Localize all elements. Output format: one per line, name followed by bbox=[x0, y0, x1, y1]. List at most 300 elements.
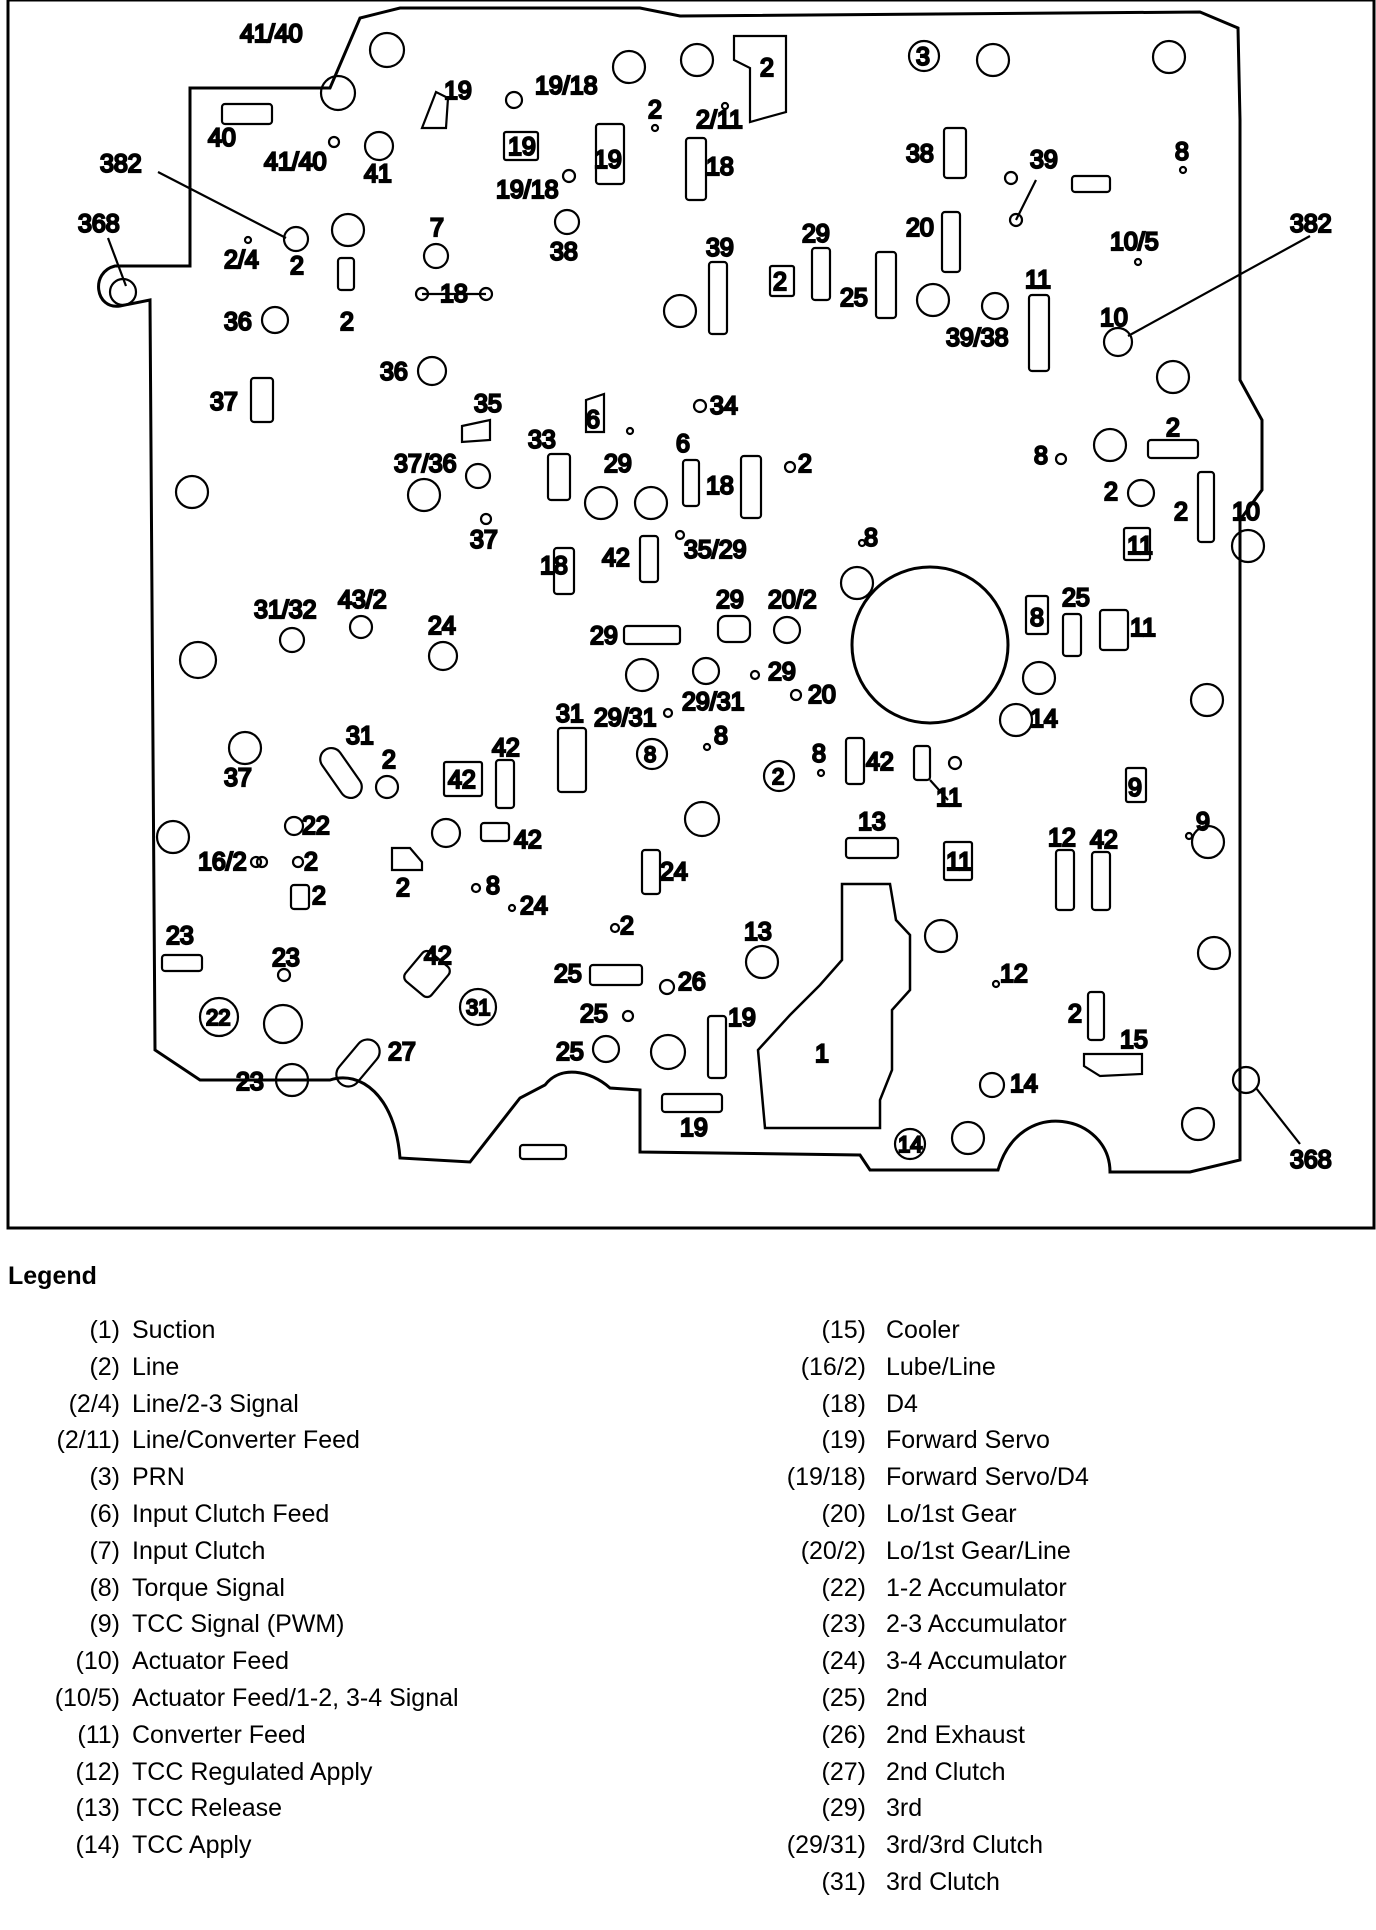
legend-item bbox=[0, 1866, 1376, 1899]
hole bbox=[555, 210, 579, 234]
callout-label: 25 bbox=[556, 1038, 584, 1066]
callout-label: 8 bbox=[864, 524, 878, 552]
hole bbox=[424, 244, 448, 268]
callout-label: 368 bbox=[1290, 1146, 1332, 1174]
callout-label: 38 bbox=[906, 140, 934, 168]
hole bbox=[585, 487, 617, 519]
slot bbox=[291, 885, 309, 909]
hole bbox=[1233, 1067, 1259, 1093]
legend-code: (19/18) bbox=[786, 1463, 866, 1492]
small-hole bbox=[623, 1011, 633, 1021]
small-hole bbox=[1056, 454, 1066, 464]
callout-label: 25 bbox=[554, 960, 582, 988]
small-hole bbox=[791, 690, 801, 700]
callout-label: 19 bbox=[508, 133, 536, 161]
callout-label: 31 bbox=[466, 995, 491, 1020]
legend-code: (15) bbox=[821, 1316, 866, 1344]
hole bbox=[110, 279, 136, 305]
slot bbox=[662, 1094, 722, 1112]
callout-label: 42 bbox=[1090, 826, 1118, 854]
callout-label: 14 bbox=[1010, 1070, 1038, 1098]
hole bbox=[685, 802, 719, 836]
callout-label: 33 bbox=[528, 426, 556, 454]
callout-label: 36 bbox=[224, 308, 252, 336]
legend-code: (2/4) bbox=[68, 1389, 120, 1418]
callout-label: 14 bbox=[1030, 705, 1058, 733]
legend-description: D4 bbox=[886, 1389, 918, 1418]
legend-code: (6) bbox=[89, 1500, 120, 1528]
small-hole bbox=[506, 92, 522, 108]
callout-label: 19 bbox=[728, 1004, 756, 1032]
legend-description: 1-2 Accumulator bbox=[886, 1573, 1067, 1602]
slot bbox=[942, 212, 960, 272]
callout-label: 24 bbox=[520, 892, 548, 920]
hole bbox=[466, 464, 490, 488]
legend-description: Line bbox=[132, 1352, 180, 1381]
slot bbox=[1092, 852, 1110, 910]
legend-title: Legend bbox=[8, 1262, 97, 1290]
hole bbox=[376, 776, 398, 798]
callout-label: 382 bbox=[1290, 210, 1332, 238]
legend-code: (13) bbox=[75, 1794, 120, 1823]
legend-code: (14) bbox=[75, 1831, 120, 1860]
small-hole bbox=[472, 884, 480, 892]
callout-labels bbox=[78, 20, 1332, 1174]
callout-label: 2 bbox=[396, 874, 410, 902]
callout-label: 42 bbox=[514, 826, 542, 854]
hole bbox=[321, 76, 355, 110]
callout-label: 34 bbox=[710, 392, 738, 420]
legend-code: (9) bbox=[89, 1610, 120, 1639]
slot bbox=[1088, 992, 1104, 1040]
hole bbox=[332, 214, 364, 246]
callout-label: 10 bbox=[1232, 498, 1260, 526]
callout-label: 10 bbox=[1100, 304, 1128, 332]
callout-label: 9 bbox=[1128, 774, 1142, 802]
small-hole bbox=[993, 981, 999, 987]
small-hole bbox=[1186, 833, 1192, 839]
callout-label: 8 bbox=[714, 722, 728, 750]
legend-item bbox=[0, 1792, 1376, 1825]
hole bbox=[280, 628, 304, 652]
hole bbox=[285, 817, 303, 835]
legend-description: TCC Regulated Apply bbox=[132, 1757, 373, 1786]
callout-label: 42 bbox=[866, 748, 894, 776]
legend-description: 2-3 Accumulator bbox=[886, 1610, 1067, 1639]
legend bbox=[0, 1262, 1376, 1922]
legend-item bbox=[0, 1682, 1376, 1715]
legend-item bbox=[0, 1461, 1376, 1494]
legend-code: (10/5) bbox=[54, 1684, 120, 1712]
callout-label: 12 bbox=[1048, 824, 1076, 852]
hole bbox=[1232, 530, 1264, 562]
hole bbox=[925, 920, 957, 952]
hole bbox=[408, 479, 440, 511]
legend-item bbox=[0, 1424, 1376, 1457]
callout-label: 25 bbox=[580, 1000, 608, 1028]
hole bbox=[746, 946, 778, 978]
legend-code: (10) bbox=[75, 1647, 120, 1676]
callout-label: 31 bbox=[346, 722, 374, 750]
legend-code: (20) bbox=[821, 1500, 866, 1528]
hole bbox=[977, 44, 1009, 76]
callout-label: 2 bbox=[798, 450, 812, 478]
legend-code: (12) bbox=[75, 1757, 120, 1786]
legend-description: 2nd Clutch bbox=[886, 1757, 1006, 1786]
callout-label: 12 bbox=[1000, 960, 1028, 988]
hole bbox=[432, 819, 460, 847]
small-hole bbox=[818, 770, 824, 776]
hole bbox=[693, 658, 719, 684]
slot bbox=[846, 738, 864, 784]
legend-code: (3) bbox=[89, 1463, 120, 1492]
legend-description: Forward Servo/D4 bbox=[886, 1463, 1089, 1492]
hole bbox=[180, 642, 216, 678]
callout-label: 368 bbox=[78, 210, 120, 238]
slot bbox=[1148, 440, 1198, 458]
legend-description: 3rd Clutch bbox=[886, 1868, 1000, 1896]
small-hole bbox=[563, 170, 575, 182]
callout-label: 29 bbox=[590, 622, 618, 650]
callout-label: 2 bbox=[304, 848, 318, 876]
legend-description: Lo/1st Gear/Line bbox=[886, 1536, 1071, 1565]
legend-description: Actuator Feed bbox=[132, 1647, 290, 1676]
callout-label: 25 bbox=[840, 284, 868, 312]
hole bbox=[365, 132, 393, 160]
slot bbox=[812, 248, 830, 300]
callout-label: 2 bbox=[1068, 1000, 1082, 1028]
hole bbox=[1094, 429, 1126, 461]
slot bbox=[481, 823, 509, 841]
callout-label: 29 bbox=[768, 658, 796, 686]
callout-label: 18 bbox=[706, 153, 734, 181]
hole bbox=[157, 821, 189, 853]
callout-label: 2 bbox=[1174, 498, 1188, 526]
legend-description: Line/Converter Feed bbox=[132, 1426, 360, 1455]
callout-label: 29 bbox=[716, 586, 744, 614]
slot bbox=[558, 728, 586, 792]
callout-label: 42 bbox=[492, 734, 520, 762]
hole bbox=[262, 307, 288, 333]
slot bbox=[876, 252, 896, 318]
hole bbox=[841, 567, 873, 599]
legend-code: (24) bbox=[821, 1647, 866, 1676]
callout-label: 1 bbox=[815, 1040, 829, 1068]
hole bbox=[418, 357, 446, 385]
callout-label: 20 bbox=[906, 214, 934, 242]
converter-bore bbox=[852, 567, 1008, 723]
callout-label: 11 bbox=[936, 784, 962, 812]
legend-code: (20/2) bbox=[800, 1536, 866, 1565]
legend-code: (2) bbox=[89, 1352, 120, 1381]
callout-label: 24 bbox=[660, 858, 688, 886]
small-hole bbox=[1135, 259, 1141, 265]
small-hole bbox=[785, 462, 795, 472]
hole bbox=[370, 33, 404, 67]
callout-label: 20/2 bbox=[768, 586, 817, 614]
slot bbox=[741, 456, 761, 518]
slot bbox=[162, 955, 202, 971]
small-hole bbox=[1005, 172, 1017, 184]
callout-label: 11 bbox=[946, 848, 972, 876]
slot bbox=[338, 258, 354, 290]
legend-item bbox=[0, 1314, 1376, 1347]
callout-label: 2 bbox=[312, 882, 326, 910]
legend-description: Lo/1st Gear bbox=[886, 1500, 1017, 1528]
legend-description: TCC Apply bbox=[132, 1831, 252, 1860]
hole bbox=[284, 227, 308, 251]
callout-label: 11 bbox=[1127, 532, 1153, 560]
hole bbox=[626, 659, 658, 691]
slot bbox=[708, 1016, 726, 1078]
callout-label: 2 bbox=[772, 764, 785, 789]
hole bbox=[917, 284, 949, 316]
callout-label: 2/4 bbox=[224, 246, 259, 274]
callout-label: 37/36 bbox=[394, 450, 457, 478]
slot bbox=[1063, 614, 1081, 656]
callout-label: 15 bbox=[1120, 1026, 1148, 1054]
angled-slot bbox=[331, 1035, 384, 1092]
callout-label: 29/31 bbox=[594, 704, 657, 732]
slot bbox=[624, 626, 680, 644]
legend-code: (25) bbox=[821, 1684, 866, 1712]
callout-label: 37 bbox=[210, 388, 238, 416]
legend-code: (1) bbox=[89, 1316, 120, 1344]
small-hole bbox=[509, 905, 515, 911]
callout-label: 35/29 bbox=[684, 536, 747, 564]
hole bbox=[1023, 662, 1055, 694]
callout-label: 2 bbox=[1104, 478, 1118, 506]
slot bbox=[944, 128, 966, 178]
leader-368-right bbox=[1256, 1088, 1300, 1144]
hole bbox=[593, 1036, 619, 1062]
callout-label: 382 bbox=[100, 150, 142, 178]
slot bbox=[1198, 472, 1214, 542]
slot bbox=[1056, 850, 1074, 910]
callout-label: 22 bbox=[302, 812, 330, 840]
callout-label: 39 bbox=[706, 234, 734, 262]
legend-code: (22) bbox=[821, 1573, 866, 1602]
legend-description: Input Clutch bbox=[132, 1536, 266, 1565]
small-hole bbox=[664, 709, 672, 717]
callout-label: 2/11 bbox=[696, 106, 743, 134]
small-hole bbox=[627, 428, 633, 434]
small-hole bbox=[293, 857, 303, 867]
legend-code: (31) bbox=[821, 1868, 866, 1896]
callout-label: 9 bbox=[1196, 808, 1210, 836]
callout-label: 23 bbox=[272, 944, 300, 972]
callout-label: 7 bbox=[430, 214, 444, 242]
callout-label: 22 bbox=[206, 1005, 231, 1030]
legend-code: (19) bbox=[821, 1426, 866, 1455]
callout-label: 39 bbox=[1030, 146, 1058, 174]
odd-shape bbox=[462, 420, 490, 442]
legend-description: 2nd bbox=[886, 1684, 928, 1712]
slot bbox=[496, 760, 514, 808]
legend-code: (29) bbox=[821, 1794, 866, 1823]
callout-label: 18 bbox=[440, 280, 468, 308]
legend-item bbox=[0, 1535, 1376, 1568]
legend-description: TCC Release bbox=[132, 1794, 283, 1823]
slot bbox=[520, 1145, 566, 1159]
legend-code: (16/2) bbox=[800, 1352, 866, 1381]
callout-label: 41/40 bbox=[240, 20, 303, 48]
hole bbox=[651, 1035, 685, 1069]
callout-label: 16/2 bbox=[198, 848, 247, 876]
callout-label: 19 bbox=[680, 1114, 708, 1142]
legend-description: TCC Signal (PWM) bbox=[132, 1610, 345, 1639]
legend-code: (23) bbox=[821, 1610, 866, 1639]
callout-label: 6 bbox=[676, 430, 690, 458]
hole bbox=[980, 1073, 1004, 1097]
legend-description: Forward Servo bbox=[886, 1426, 1050, 1455]
legend-code: (2/11) bbox=[56, 1426, 120, 1455]
legend-code: (11) bbox=[77, 1720, 120, 1749]
callout-label: 37 bbox=[470, 526, 498, 554]
callout-label: 19 bbox=[594, 146, 622, 174]
callout-label: 18 bbox=[706, 472, 734, 500]
callout-label: 36 bbox=[380, 358, 408, 386]
callout-label: 19/18 bbox=[535, 72, 598, 100]
slot bbox=[914, 746, 930, 780]
legend-description: 3rd bbox=[886, 1794, 923, 1823]
slot bbox=[683, 460, 699, 506]
legend-item bbox=[0, 1756, 1376, 1789]
slot bbox=[251, 378, 273, 422]
callout-label: 38 bbox=[550, 238, 578, 266]
callout-label: 26 bbox=[678, 968, 706, 996]
small-hole bbox=[704, 744, 710, 750]
slot bbox=[590, 965, 642, 985]
small-hole bbox=[660, 980, 674, 994]
slot bbox=[1072, 176, 1110, 192]
odd-shape bbox=[1084, 1054, 1142, 1076]
legend-description: Line/2-3 Signal bbox=[132, 1389, 299, 1418]
slot bbox=[548, 454, 570, 500]
callout-label: 39/38 bbox=[946, 324, 1009, 352]
callout-label: 25 bbox=[1062, 584, 1090, 612]
hole bbox=[350, 616, 372, 638]
small-hole bbox=[694, 400, 706, 412]
callout-label: 14 bbox=[898, 1132, 923, 1157]
legend-item bbox=[0, 1498, 1376, 1531]
legend-description: PRN bbox=[132, 1463, 185, 1492]
callout-label: 11 bbox=[1130, 614, 1156, 642]
callout-label: 2 bbox=[620, 912, 634, 940]
callout-label: 2 bbox=[773, 268, 787, 296]
callout-label: 18 bbox=[540, 552, 568, 580]
slot bbox=[1029, 295, 1049, 371]
callout-label: 19 bbox=[444, 77, 472, 105]
callout-label: 29/31 bbox=[682, 688, 745, 716]
callout-label: 2 bbox=[290, 252, 304, 280]
hole bbox=[681, 44, 713, 76]
callout-label: 2 bbox=[340, 308, 354, 336]
hole bbox=[176, 476, 208, 508]
legend-item bbox=[0, 1388, 1376, 1421]
legend-description: 3rd/3rd Clutch bbox=[886, 1831, 1044, 1860]
small-hole bbox=[481, 514, 491, 524]
hole bbox=[229, 732, 261, 764]
legend-item bbox=[0, 1829, 1376, 1862]
hole bbox=[635, 487, 667, 519]
small-hole bbox=[611, 924, 619, 932]
callout-label: 35 bbox=[474, 390, 502, 418]
callout-label: 43/2 bbox=[338, 586, 387, 614]
legend-description: Input Clutch Feed bbox=[132, 1500, 330, 1528]
hole bbox=[1153, 41, 1185, 73]
suction-passage bbox=[758, 884, 910, 1128]
small-hole bbox=[329, 137, 339, 147]
legend-code: (18) bbox=[821, 1389, 866, 1418]
legend-item bbox=[0, 1572, 1376, 1605]
legend-code: (7) bbox=[89, 1536, 120, 1565]
callout-label: 2 bbox=[1166, 414, 1180, 442]
callout-label: 42 bbox=[448, 766, 476, 794]
slot bbox=[640, 536, 658, 582]
callout-label: 23 bbox=[166, 922, 194, 950]
small-hole bbox=[949, 757, 961, 769]
callout-label: 31/32 bbox=[254, 596, 317, 624]
legend-description: Suction bbox=[132, 1316, 216, 1344]
hole bbox=[1182, 1108, 1214, 1140]
legend-item bbox=[0, 1719, 1376, 1752]
callout-label: 24 bbox=[428, 612, 456, 640]
callout-label: 8 bbox=[644, 742, 657, 767]
small-hole bbox=[652, 125, 658, 131]
callout-label: 2 bbox=[382, 746, 396, 774]
small-hole bbox=[1180, 167, 1186, 173]
callout-label: 29 bbox=[604, 450, 632, 478]
legend-description: Lube/Line bbox=[886, 1352, 996, 1381]
hole bbox=[1104, 328, 1132, 356]
slot bbox=[222, 104, 272, 124]
callout-label: 42 bbox=[602, 544, 630, 572]
small-hole bbox=[676, 531, 684, 539]
legend-code: (26) bbox=[821, 1720, 866, 1749]
callout-label: 20 bbox=[808, 681, 836, 709]
frame-border bbox=[8, 0, 1374, 1228]
legend-description: Cooler bbox=[886, 1316, 960, 1344]
hole bbox=[613, 51, 645, 83]
legend-item bbox=[0, 1608, 1376, 1641]
hole bbox=[664, 295, 696, 327]
slot bbox=[686, 138, 706, 200]
legend-description: Converter Feed bbox=[132, 1720, 306, 1749]
hole bbox=[982, 293, 1008, 319]
small-hole bbox=[751, 671, 759, 679]
hole bbox=[429, 642, 457, 670]
callout-label: 19/18 bbox=[496, 176, 559, 204]
callout-label: 8 bbox=[812, 740, 826, 768]
angled-slot bbox=[316, 744, 366, 802]
hole bbox=[264, 1005, 302, 1043]
hole bbox=[1128, 480, 1154, 506]
odd-shape bbox=[392, 848, 422, 870]
callout-label: 6 bbox=[586, 406, 600, 434]
callout-label: 41/40 bbox=[264, 148, 327, 176]
legend-code: (29/31) bbox=[786, 1831, 866, 1860]
hole bbox=[1198, 937, 1230, 969]
callout-label: 11 bbox=[1025, 266, 1051, 294]
legend-description: 3-4 Accumulator bbox=[886, 1647, 1067, 1676]
hole bbox=[1157, 361, 1189, 393]
callout-label: 37 bbox=[224, 764, 252, 792]
callout-label: 8 bbox=[1030, 604, 1044, 632]
legend-code: (27) bbox=[821, 1757, 866, 1786]
callout-label: 13 bbox=[744, 918, 772, 946]
slot bbox=[709, 262, 727, 334]
